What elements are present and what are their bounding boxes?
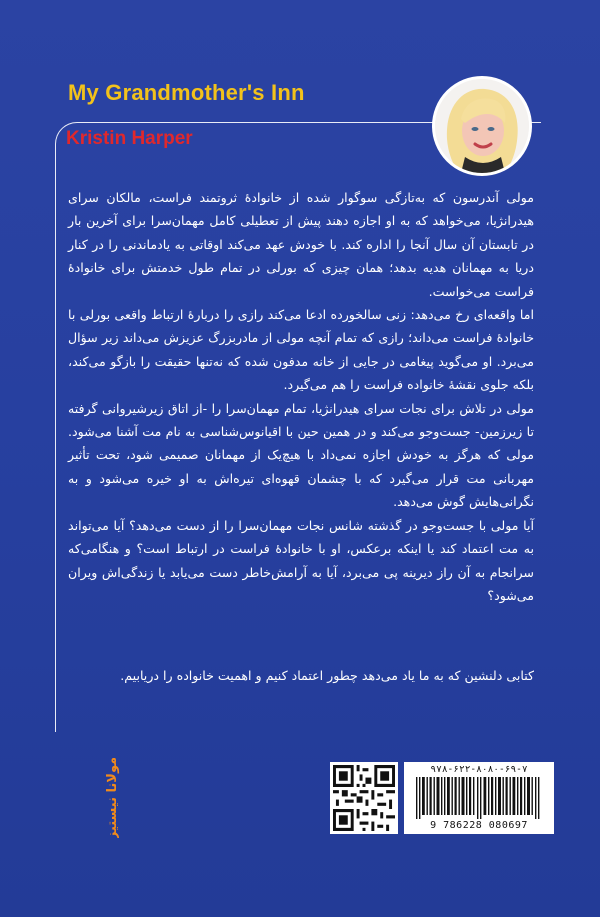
- closing-line: کتابی دلنشین که به ما یاد می‌دهد چطور اعتماد کنیم و اهمیت خانواده را دریابیم.: [120, 668, 534, 683]
- author-portrait-icon: [435, 79, 529, 173]
- synopsis-text: [68, 186, 534, 607]
- barcode-icon: [414, 777, 544, 819]
- qr-code-icon: [333, 765, 395, 831]
- synopsis-paragraph: اما واقعه‌ای رخ می‌دهد: زنی سالخورده ادعا می‌کند رازی را دربارهٔ ارتباط واقعی بورلی با خانوادهٔ فراست می‌داند؛ رازی که تمام آنچه مولی از مادربزرگ عزیزش می‌داند زیر سؤال می‌برد. او می‌گوید پیغامی در جایی از خانه مدفون شده که نه‌تنها حقیقت را بازگو می‌کند، بلکه جلوی نقشهٔ خانواده فراست را هم می‌گیرد.: [68, 307, 534, 393]
- synopsis-paragraph: مولی در تلاش برای نجات سرای هیدرانژیا، تمام مهمان‌سرا را -از اتاق زیرشیروانی گرفته تا زیرزمین- جست‌وجو می‌کند و در همین حین با اقیانوس‌شناسی به نام مت آشنا می‌شود. مولی که هرگز به خودش اجازه نمی‌داد با هیچ‌یک از مهمانان صمیمی شود، تحت تأثیر مهربانی مت قرار می‌گیرد که با چشمان قهوه‌ای تیره‌اش به او خیره می‌شود و به نگرانی‌هایش گوش می‌دهد.: [68, 400, 534, 510]
- isbn-persian: ۹۷۸-۶۲۲-۸۰۸۰-۶۹-۷: [430, 764, 528, 775]
- publisher-logo: [92, 758, 140, 838]
- book-title-en: My Grandmother's Inn: [68, 80, 305, 105]
- author-photo: [432, 76, 532, 176]
- publisher-logo-text: مولانا نیستیز: [105, 758, 120, 838]
- qr-code: [330, 762, 398, 834]
- isbn-barcode: [404, 762, 554, 834]
- isbn-digits: 9 786228 080697: [430, 820, 528, 831]
- publisher-logo-icon: [92, 758, 140, 838]
- author-name-en: Kristin Harper: [66, 128, 193, 149]
- synopsis-paragraph: آیا مولی با جست‌وجو در گذشته شانس نجات مهمان‌سرا را از دست می‌دهد؟ آیا می‌تواند به مت اعتماد کند یا اینکه برعکس، او با خانوادهٔ فراست در ارتباط است؟ و هنگامی‌که سرانجام به آن راز دیرینه پی می‌برد، آیا به آرامش‌خاطر دست می‌یابد یا زندگی‌اش ویران می‌شود؟: [68, 517, 534, 603]
- synopsis-paragraph: مولی آندرسون که به‌تازگی سوگوار شده از خانوادهٔ ثروتمند فراست، مالکان سرای هیدرانژیا، می‌خواهد که به او اجازه دهند پیش از تعطیلی کامل مهمان‌سرا برای آخرین بار در تابستان آن سال آنجا را اداره کند. با خودش عهد می‌کند اوقاتی به یادماندنی را در کنار دریا به مهمانان هدیه بدهد؛ همان چیزی که بورلی در تمام طول خدمتش برای خانوادهٔ فراست می‌خواست.: [68, 190, 534, 299]
